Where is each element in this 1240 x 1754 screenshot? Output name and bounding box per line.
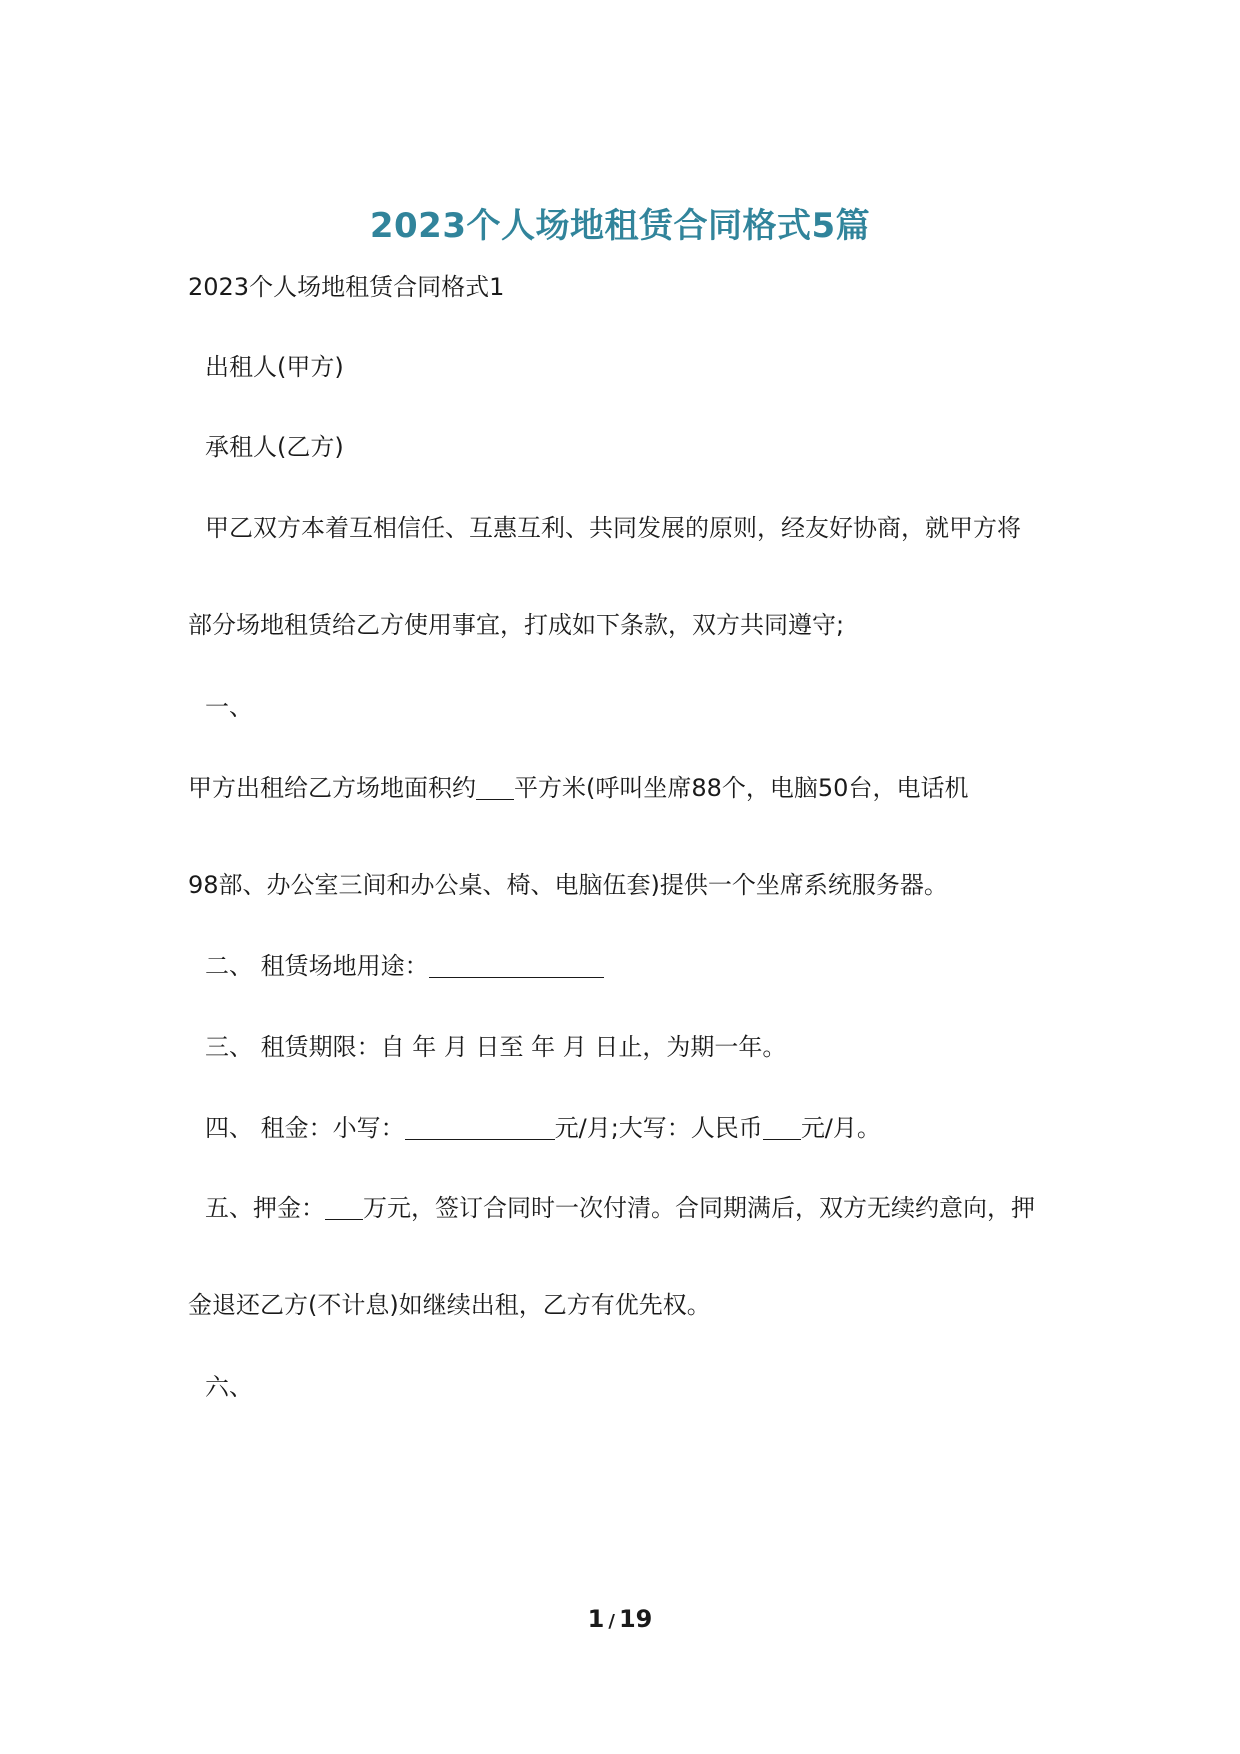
item5-line-1 xyxy=(205,1193,1035,1223)
item4-text-a: 四、 租金：小写： xyxy=(205,1114,405,1142)
item5-line-2: 金退还乙方(不计息)如继续出租，乙方有优先权。 xyxy=(188,1291,711,1319)
item5-text-b: 万元，签订合同时一次付清。合同期满后，双方无续约意向，押 xyxy=(363,1194,1035,1222)
item1-text-b: 平方米(呼叫坐席88个，电脑50台，电话机 xyxy=(514,774,969,802)
item2-line xyxy=(205,951,604,981)
item3-line: 三、 租赁期限：自 年 月 日至 年 月 日止，为期一年。 xyxy=(205,1033,787,1061)
area-blank xyxy=(476,775,514,800)
item1-heading: 一、 xyxy=(205,693,253,721)
intro-line-2: 部分场地租赁给乙方使用事宜，打成如下条款，双方共同遵守; xyxy=(188,611,845,639)
item4-text-c: 元/月。 xyxy=(800,1114,881,1142)
current-page: 1 xyxy=(587,1605,605,1633)
rent-lower-blank xyxy=(405,1115,555,1140)
lessee-line: 承租人(乙方) xyxy=(205,433,344,461)
subtitle: 2023个人场地租赁合同格式1 xyxy=(188,273,505,301)
item2-text: 二、 租赁场地用途： xyxy=(205,952,429,980)
item6-heading: 六、 xyxy=(205,1373,253,1401)
intro-line-1: 甲乙双方本着互相信任、互惠互利、共同发展的原则，经友好协商，就甲方将 xyxy=(205,514,1021,542)
item1-text-a: 甲方出租给乙方场地面积约 xyxy=(188,774,476,802)
total-pages: 19 xyxy=(618,1605,653,1633)
page-separator: / xyxy=(608,1611,615,1632)
rent-upper-blank xyxy=(763,1115,801,1140)
item5-text-a: 五、押金： xyxy=(205,1194,325,1222)
document-title: 2023个人场地租赁合同格式5篇 xyxy=(369,206,871,246)
item1-line-2: 98部、办公室三间和办公桌、椅、电脑伍套)提供一个坐席系统服务器。 xyxy=(188,871,948,899)
deposit-blank xyxy=(325,1195,363,1220)
item1-line-1 xyxy=(188,773,968,803)
item4-line xyxy=(205,1113,881,1143)
page-number xyxy=(0,1605,1240,1633)
lessor-line: 出租人(甲方) xyxy=(205,353,344,381)
item4-text-b: 元/月;大写：人民币 xyxy=(554,1114,763,1142)
usage-blank xyxy=(429,953,604,978)
